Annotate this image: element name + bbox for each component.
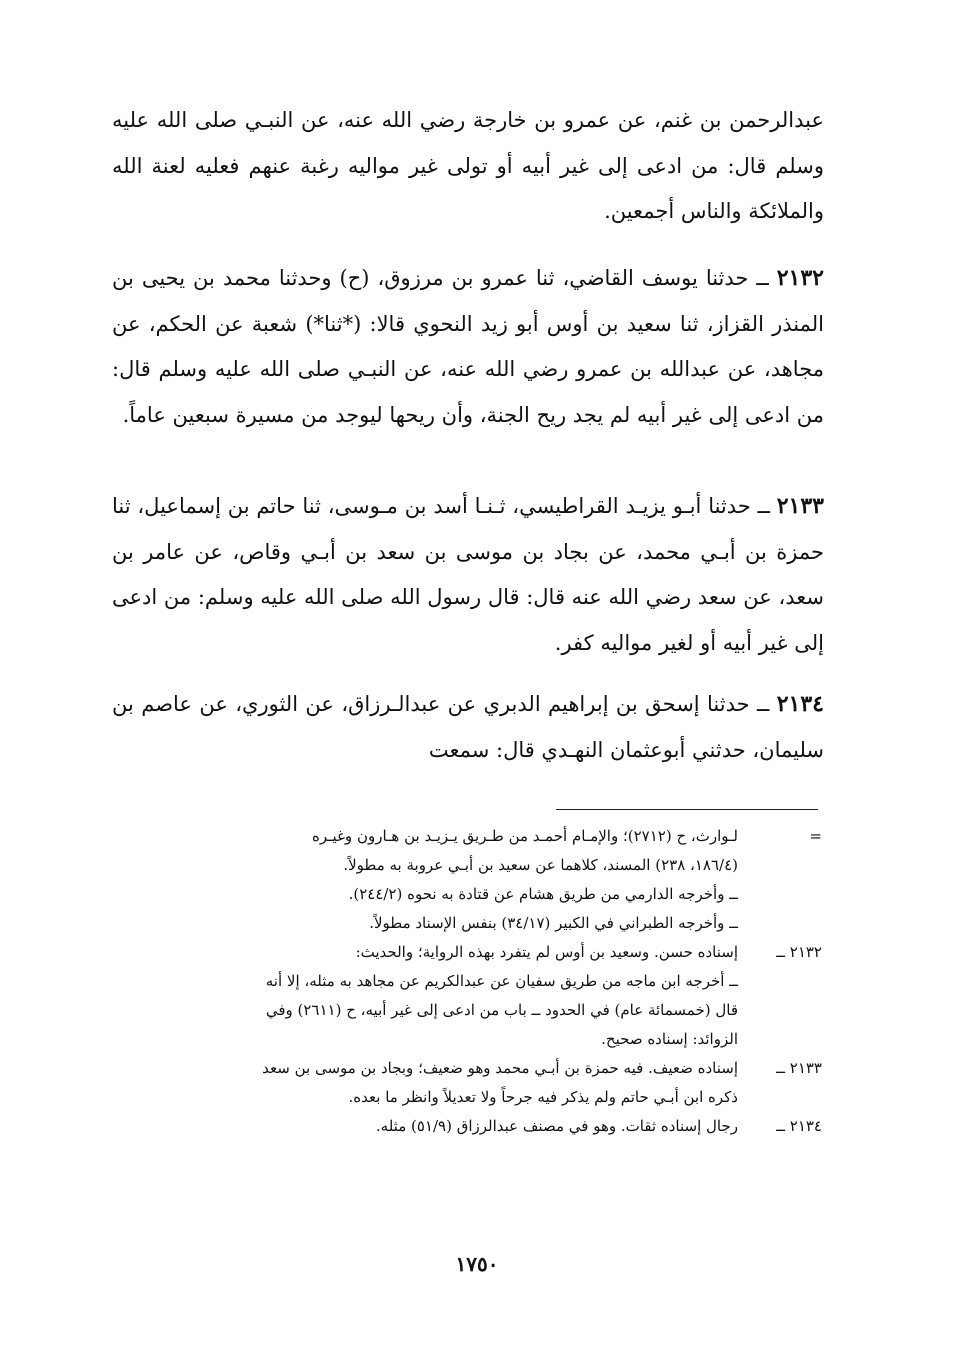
footnote-line: الزوائد: إسناده صحيح. — [601, 1030, 738, 1048]
footnote-line-row — [118, 996, 822, 1025]
footnote-line: ــ وأخرجه الدارمي من طريق هشام عن قتادة به نحوه (٢٤٤/٢). — [348, 885, 738, 903]
hadith-number: ٢١٣٣ — [776, 493, 824, 519]
footnote-line: إسناده حسن. وسعيد بن أوس لم يتفرد بهذه الرواية؛ والحديث: — [355, 943, 738, 961]
hadith-text: حدثنا أبـو يزيـد القراطيسي، ثـنـا أسد بن مـوسى، ثنا حاتم بن إسماعيل، ثنا حمزة بن أبـي محمد، عن بجاد بن موسى بن سعد بن أبـي وقاص، عن عامر بن سعد، عن سعد رضي الله عنه قال: قال رسول الله صلى الله عليه وسلم: من ادعى إلى غير أبيه أو لغير مواليه كفر. — [112, 494, 824, 655]
footnote-continued — [118, 822, 822, 851]
footnote-label: ٢١٣٢ ــ — [776, 943, 822, 961]
footnote-line: (١٨٦/٤، ٢٣٨) المسند، كلاهما عن سعيد بن أبـي عروبة به مطولاً. — [343, 856, 738, 874]
hadith-text: حدثنا يوسف القاضي، ثنا عمرو بن مرزوق، (ح) وحدثنا محمد بن يحيى بن المنذر القزاز، ثنا سعيد بن أوس أبو زيد النحوي قالا: (*ثنا*) شعبة عن الحكم، عن مجاهد، عن عبدالله بن عمرو رضي الله عنه، عن النبـي صلى الله عليه وسلم قال: من ادعى إلى غير أبيه لم يجد ريح الجنة، وأن ريحها ليوجد من مسيرة سبعين عاماً. — [112, 266, 824, 427]
footnote-line: رجال إسناده ثقات. وهو في مصنف عبدالرزاق (٥١/٩) مثله. — [375, 1117, 738, 1135]
hadith-2132 — [112, 256, 824, 438]
hadith-continuation: عبدالرحمن بن غنم، عن عمرو بن خارجة رضي الله عنه، عن النبـي صلى الله عليه وسلم قال: من ادعى إلى غير أبيه أو تولى غير مواليه رغبة عنهم فعليه لعنة الله والملائكة والناس أجمعين. — [112, 108, 824, 223]
footnote-line: ذكره ابن أبـي حاتم ولم يذكر فيه جرحاً ولا تعديلاً وانظر ما بعده. — [348, 1088, 738, 1106]
footnote-separator — [556, 809, 818, 810]
footnote-label: ٢١٣٤ ــ — [776, 1117, 822, 1135]
footnote-line-row — [118, 880, 822, 909]
footnote-line: لـوارث، ح (٢٧١٢)؛ والإمـام أحمـد من طـريق يـزيـد بن هـارون وغيـره — [312, 827, 738, 845]
footnote-2134 — [118, 1112, 822, 1141]
footnote-line-row — [118, 909, 822, 938]
footnote-line-row — [118, 967, 822, 996]
hadith-2134 — [112, 682, 824, 773]
hadith-dash: ــ — [757, 692, 770, 716]
footnote-line: قال (خمسمائة عام) في الحدود ــ باب من ادعى إلى غير أبيه، ح (٢٦١١) وفي — [265, 1001, 738, 1019]
footnote-line: ــ أخرجه ابن ماجه من طريق سفيان عن عبدالكريم عن مجاهد به مثله، إلا أنه — [265, 972, 738, 990]
footnote-2132 — [118, 938, 822, 967]
footnote-line-row — [118, 1025, 822, 1054]
footnote-label: ٢١٣٣ ــ — [776, 1059, 822, 1077]
footnote-label: = — [809, 827, 822, 845]
hadith-dash: ــ — [757, 494, 770, 518]
footnote-2133 — [118, 1054, 822, 1083]
hadith-number: ٢١٣٢ — [776, 265, 824, 291]
hadith-2133 — [112, 484, 824, 666]
page-number: ١٧٥٠ — [455, 1252, 499, 1276]
footnote-line: إسناده ضعيف. فيه حمزة بن أبـي محمد وهو ضعيف؛ وبجاد بن موسى بن سعد — [262, 1059, 738, 1077]
hadith-dash: ــ — [756, 266, 769, 290]
hadith-number: ٢١٣٤ — [776, 691, 824, 717]
footnote-line: ــ وأخرجه الطبراني في الكبير (٣٤/١٧) بنفس الإسناد مطولاً. — [369, 914, 738, 932]
footnote-line-row — [118, 851, 822, 880]
footnote-line-row — [118, 1083, 822, 1112]
hadith-text: حدثنا إسحق بن إبراهيم الدبري عن عبدالـرزاق، عن الثوري، عن عاصم بن سليمان، حدثني أبوعثمان النهـدي قال: سمعت — [112, 692, 824, 762]
footnotes — [118, 822, 822, 1141]
